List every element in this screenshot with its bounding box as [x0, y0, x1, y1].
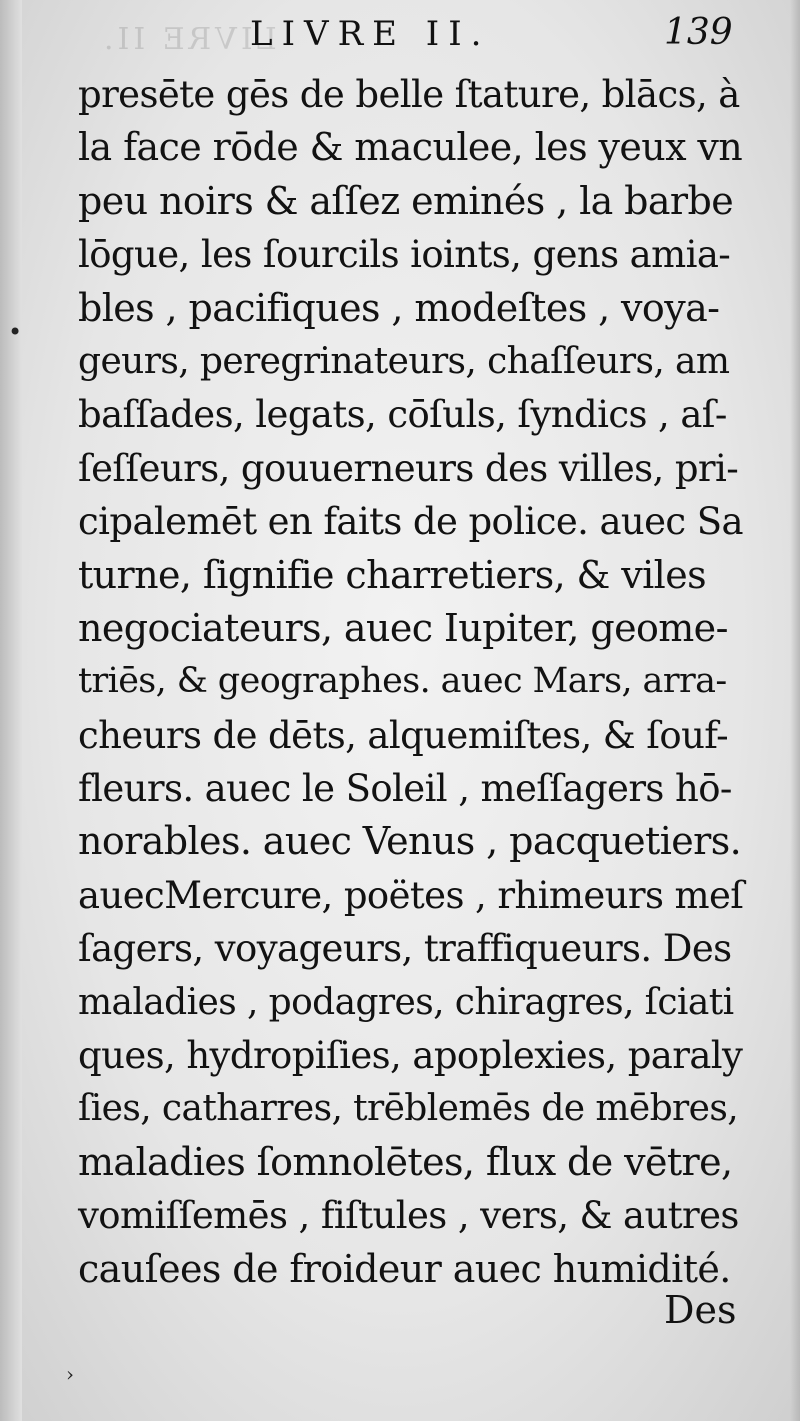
text-line: norables. auec Venus , pacquetiers. — [78, 819, 742, 864]
text-line: ques, hydropiſies, apoplexies, paraly — [78, 1034, 743, 1078]
running-head: LIVRE II. — [250, 14, 491, 54]
text-line: ſeſſeurs, gouuerneurs des villes, pri- — [78, 446, 739, 490]
text-line: fleurs. auec le Soleil , meſſagers hō- — [78, 767, 732, 811]
text-line: ſagers, voyageurs, traffiqueurs. Des — [78, 927, 732, 971]
text-line: cauſees de froideur auec humidité. — [78, 1246, 731, 1291]
catchword: Des — [664, 1288, 737, 1332]
text-line: auecMercure, poëtes , rhimeurs meſ — [78, 873, 744, 917]
page-number: 139 — [664, 12, 733, 53]
text-line: maladies ſomnolētes, flux de vētre, — [78, 1139, 733, 1184]
margin-speck: • — [8, 318, 23, 346]
binding-gutter — [0, 0, 22, 1421]
text-line: cheurs de dēts, alquemiſtes, & ſouf- — [78, 713, 728, 757]
text-line: maladies , podagres, chiragres, ſciati — [78, 981, 734, 1023]
text-line: turne, ſignifie charretiers, & viles — [78, 552, 707, 597]
text-line: ſies, catharres, trēblemēs de mēbres, — [78, 1088, 739, 1130]
show-through-bleed: LIVRE II. — [100, 22, 277, 57]
text-line: lōgue, les ſourcils ioints, gens amia- — [78, 233, 731, 277]
text-line: geurs, peregrinateurs, chaſſeurs, am — [78, 340, 730, 382]
text-line: baſſades, legats, cōſuls, ſyndics , aſ- — [78, 393, 727, 437]
text-line: negociateurs, auec Iupiter, geome- — [78, 605, 728, 650]
text-line: vomiſſemēs , fiſtules , vers, & autres — [78, 1194, 739, 1238]
margin-speck: › — [66, 1362, 74, 1386]
text-line: cipalemēt en faits de police. auec Sa — [78, 500, 743, 544]
body-text — [78, 68, 743, 1296]
text-line: peu noirs & aſſez eminés , la barbe — [78, 178, 734, 223]
page-edge-shadow — [790, 0, 800, 1421]
text-line: triēs, & geographes. auec Mars, arra- — [78, 661, 727, 702]
text-line: bles , pacifiques , modeſtes , voya- — [78, 285, 720, 330]
text-line: la face rōde & maculee, les yeux vn — [78, 125, 743, 170]
text-line: presēte gēs de belle ſtature, blācs, à — [78, 73, 740, 116]
